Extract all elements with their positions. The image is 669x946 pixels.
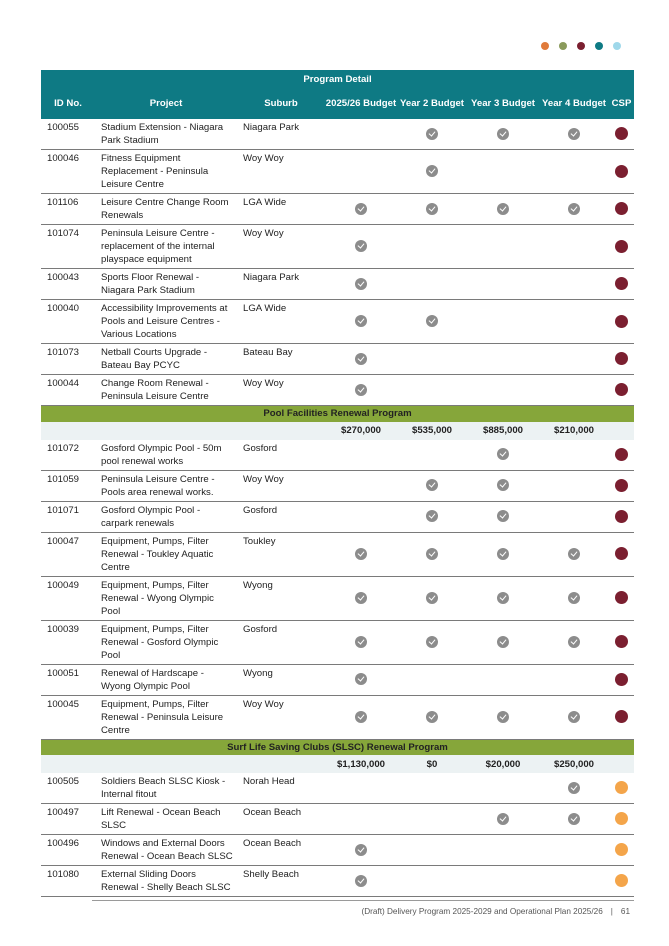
table-row: [41, 300, 634, 344]
csp-cell: [609, 773, 634, 804]
check-circle-icon: [355, 278, 367, 290]
table-row: [41, 269, 634, 300]
budget-year-cell: [397, 344, 467, 375]
check-circle-icon: [568, 636, 580, 648]
budget-year-cell: [397, 532, 467, 576]
budget-year-cell: [467, 344, 539, 375]
section-total-value: $20,000: [467, 755, 539, 773]
check-circle-icon: [497, 510, 509, 522]
check-circle-icon: [355, 636, 367, 648]
budget-year-cell: [325, 269, 397, 300]
budget-year-cell: [467, 375, 539, 406]
budget-year-cell: [397, 300, 467, 344]
budget-year-cell: [467, 866, 539, 897]
budget-year-cell: [467, 440, 539, 471]
table-row: [41, 194, 634, 225]
project-suburb: Niagara Park: [237, 119, 325, 150]
budget-year-cell: [539, 620, 609, 664]
col-header-id: ID No.: [41, 88, 95, 119]
csp-indicator-icon: [615, 352, 628, 365]
budget-year-cell: [467, 119, 539, 150]
check-circle-icon: [355, 592, 367, 604]
check-circle-icon: [497, 592, 509, 604]
budget-year-cell: [325, 150, 397, 194]
totals-spacer: [609, 755, 634, 773]
check-circle-icon: [568, 592, 580, 604]
project-id: 100496: [41, 835, 95, 866]
budget-year-cell: [467, 576, 539, 620]
project-suburb: Gosford: [237, 501, 325, 532]
csp-indicator-icon: [615, 127, 628, 140]
section-total-value: $885,000: [467, 422, 539, 440]
project-id: 100046: [41, 150, 95, 194]
budget-year-cell: [539, 225, 609, 269]
budget-year-cell: [539, 269, 609, 300]
csp-indicator-icon: [615, 843, 628, 856]
budget-year-cell: [539, 501, 609, 532]
budget-year-cell: [325, 440, 397, 471]
project-suburb: Wyong: [237, 664, 325, 695]
check-circle-icon: [497, 636, 509, 648]
check-circle-icon: [568, 128, 580, 140]
footer-separator: |: [610, 907, 613, 916]
totals-spacer: [41, 755, 325, 773]
check-circle-icon: [355, 673, 367, 685]
table-row: [41, 804, 634, 835]
col-header-2025-26-budget: 2025/26 Budget: [325, 88, 397, 119]
table-row: [41, 119, 634, 150]
table-row: [41, 664, 634, 695]
project-name: Change Room Renewal - Peninsula Leisure Centre: [95, 375, 237, 406]
totals-spacer: [609, 422, 634, 440]
csp-cell: [609, 532, 634, 576]
check-circle-icon: [568, 711, 580, 723]
section-header-row: [41, 739, 634, 755]
csp-cell: [609, 194, 634, 225]
budget-year-cell: [467, 150, 539, 194]
project-name: Netball Courts Upgrade - Bateau Bay PCYC: [95, 344, 237, 375]
project-suburb: Woy Woy: [237, 150, 325, 194]
budget-year-cell: [397, 866, 467, 897]
budget-year-cell: [397, 620, 467, 664]
csp-indicator-icon: [615, 673, 628, 686]
budget-year-cell: [539, 119, 609, 150]
csp-indicator-icon: [615, 277, 628, 290]
budget-year-cell: [397, 194, 467, 225]
program-detail-table: [41, 70, 634, 897]
budget-year-cell: [539, 835, 609, 866]
budget-year-cell: [397, 269, 467, 300]
col-header-year2-budget: Year 2 Budget: [397, 88, 467, 119]
budget-year-cell: [325, 576, 397, 620]
project-name: Leisure Centre Change Room Renewals: [95, 194, 237, 225]
section-title: Pool Facilities Renewal Program: [41, 406, 634, 422]
check-circle-icon: [355, 548, 367, 560]
table-row: [41, 150, 634, 194]
budget-year-cell: [325, 695, 397, 739]
csp-indicator-icon: [615, 165, 628, 178]
section-total-value: $210,000: [539, 422, 609, 440]
section-title: Surf Life Saving Clubs (SLSC) Renewal Program: [41, 739, 634, 755]
footer-divider: [92, 900, 634, 901]
project-suburb: Toukley: [237, 532, 325, 576]
budget-year-cell: [539, 344, 609, 375]
csp-cell: [609, 695, 634, 739]
check-circle-icon: [426, 479, 438, 491]
csp-cell: [609, 501, 634, 532]
check-circle-icon: [426, 203, 438, 215]
check-circle-icon: [355, 203, 367, 215]
section-header-row: [41, 406, 634, 422]
budget-year-cell: [467, 225, 539, 269]
check-circle-icon: [568, 203, 580, 215]
check-circle-icon: [497, 813, 509, 825]
check-circle-icon: [426, 165, 438, 177]
project-name: External Sliding Doors Renewal - Shelly Beach SLSC: [95, 866, 237, 897]
budget-year-cell: [325, 344, 397, 375]
csp-indicator-icon: [615, 812, 628, 825]
csp-indicator-icon: [615, 510, 628, 523]
csp-indicator-icon: [615, 781, 628, 794]
budget-year-cell: [397, 695, 467, 739]
csp-cell: [609, 375, 634, 406]
budget-year-cell: [539, 664, 609, 695]
budget-year-cell: [539, 470, 609, 501]
budget-year-cell: [325, 664, 397, 695]
project-name: Equipment, Pumps, Filter Renewal - Gosford Olympic Pool: [95, 620, 237, 664]
section-total-value: $250,000: [539, 755, 609, 773]
page-number: 61: [620, 907, 630, 916]
budget-year-cell: [325, 620, 397, 664]
budget-year-cell: [325, 225, 397, 269]
project-id: 100051: [41, 664, 95, 695]
table-row: [41, 620, 634, 664]
budget-year-cell: [397, 576, 467, 620]
check-circle-icon: [355, 315, 367, 327]
budget-year-cell: [325, 501, 397, 532]
col-header-project: Project: [95, 88, 237, 119]
budget-year-cell: [397, 501, 467, 532]
budget-year-cell: [325, 532, 397, 576]
project-name: Fitness Equipment Replacement - Peninsula Leisure Centre: [95, 150, 237, 194]
section-totals-row: [41, 755, 634, 773]
csp-cell: [609, 866, 634, 897]
budget-year-cell: [397, 664, 467, 695]
check-circle-icon: [355, 353, 367, 365]
project-name: Peninsula Leisure Centre - replacement of the internal playspace equipment: [95, 225, 237, 269]
budget-year-cell: [467, 664, 539, 695]
project-name: Renewal of Hardscape - Wyong Olympic Pool: [95, 664, 237, 695]
budget-year-cell: [325, 470, 397, 501]
csp-indicator-icon: [615, 874, 628, 887]
decor-dot: [577, 42, 585, 50]
budget-year-cell: [467, 194, 539, 225]
budget-year-cell: [467, 470, 539, 501]
csp-cell: [609, 440, 634, 471]
check-circle-icon: [497, 479, 509, 491]
budget-year-cell: [467, 620, 539, 664]
table-row: [41, 835, 634, 866]
budget-year-cell: [467, 773, 539, 804]
project-id: 100047: [41, 532, 95, 576]
check-circle-icon: [355, 240, 367, 252]
csp-cell: [609, 835, 634, 866]
budget-year-cell: [539, 804, 609, 835]
budget-year-cell: [539, 695, 609, 739]
csp-indicator-icon: [615, 479, 628, 492]
csp-cell: [609, 225, 634, 269]
project-id: 100043: [41, 269, 95, 300]
project-id: 101073: [41, 344, 95, 375]
check-circle-icon: [355, 711, 367, 723]
budget-year-cell: [539, 866, 609, 897]
check-circle-icon: [426, 592, 438, 604]
csp-cell: [609, 269, 634, 300]
csp-indicator-icon: [615, 240, 628, 253]
csp-indicator-icon: [615, 635, 628, 648]
csp-cell: [609, 119, 634, 150]
csp-cell: [609, 470, 634, 501]
project-name: Equipment, Pumps, Filter Renewal - Peninsula Leisure Centre: [95, 695, 237, 739]
project-suburb: Niagara Park: [237, 269, 325, 300]
decorative-dots: [541, 42, 621, 50]
check-circle-icon: [568, 548, 580, 560]
check-circle-icon: [568, 782, 580, 794]
table-row: [41, 440, 634, 471]
table-row: [41, 501, 634, 532]
project-name: Equipment, Pumps, Filter Renewal - Toukley Aquatic Centre: [95, 532, 237, 576]
budget-year-cell: [467, 804, 539, 835]
csp-indicator-icon: [615, 383, 628, 396]
budget-year-cell: [539, 375, 609, 406]
csp-cell: [609, 620, 634, 664]
csp-indicator-icon: [615, 448, 628, 461]
decor-dot: [541, 42, 549, 50]
project-suburb: LGA Wide: [237, 300, 325, 344]
project-name: Stadium Extension - Niagara Park Stadium: [95, 119, 237, 150]
decor-dot: [613, 42, 621, 50]
check-circle-icon: [426, 711, 438, 723]
section-total-value: $1,130,000: [325, 755, 397, 773]
project-name: Accessibility Improvements at Pools and Leisure Centres - Various Locations: [95, 300, 237, 344]
budget-year-cell: [467, 532, 539, 576]
project-name: Gosford Olympic Pool - 50m pool renewal works: [95, 440, 237, 471]
project-suburb: Ocean Beach: [237, 804, 325, 835]
project-name: Peninsula Leisure Centre - Pools area renewal works.: [95, 470, 237, 501]
table-row: [41, 344, 634, 375]
table-row: [41, 866, 634, 897]
check-circle-icon: [426, 315, 438, 327]
page-footer: [300, 907, 630, 916]
project-suburb: Ocean Beach: [237, 835, 325, 866]
section-totals-row: [41, 422, 634, 440]
project-id: 101072: [41, 440, 95, 471]
project-id: 100040: [41, 300, 95, 344]
csp-indicator-icon: [615, 591, 628, 604]
section-total-value: $0: [397, 755, 467, 773]
csp-cell: [609, 150, 634, 194]
project-name: Gosford Olympic Pool - carpark renewals: [95, 501, 237, 532]
table-row: [41, 532, 634, 576]
check-circle-icon: [426, 510, 438, 522]
check-circle-icon: [497, 203, 509, 215]
budget-year-cell: [539, 300, 609, 344]
project-suburb: Woy Woy: [237, 375, 325, 406]
project-id: 100049: [41, 576, 95, 620]
budget-year-cell: [397, 773, 467, 804]
budget-year-cell: [539, 532, 609, 576]
budget-year-cell: [325, 804, 397, 835]
budget-year-cell: [467, 300, 539, 344]
project-suburb: Wyong: [237, 576, 325, 620]
check-circle-icon: [497, 548, 509, 560]
project-id: 101059: [41, 470, 95, 501]
budget-year-cell: [325, 194, 397, 225]
check-circle-icon: [497, 711, 509, 723]
csp-indicator-icon: [615, 202, 628, 215]
budget-year-cell: [397, 470, 467, 501]
col-header-year4-budget: Year 4 Budget: [539, 88, 609, 119]
check-circle-icon: [497, 448, 509, 460]
project-suburb: Shelly Beach: [237, 866, 325, 897]
project-name: Equipment, Pumps, Filter Renewal - Wyong Olympic Pool: [95, 576, 237, 620]
table-row: [41, 225, 634, 269]
footer-text: (Draft) Delivery Program 2025-2029 and Operational Plan 2025/26: [361, 907, 603, 916]
project-suburb: Gosford: [237, 440, 325, 471]
project-id: 101071: [41, 501, 95, 532]
budget-year-cell: [539, 194, 609, 225]
budget-year-cell: [325, 773, 397, 804]
decor-dot: [559, 42, 567, 50]
project-id: 101074: [41, 225, 95, 269]
project-suburb: Norah Head: [237, 773, 325, 804]
project-id: 101080: [41, 866, 95, 897]
project-id: 100497: [41, 804, 95, 835]
budget-year-cell: [397, 150, 467, 194]
budget-year-cell: [397, 225, 467, 269]
col-header-suburb: Suburb: [237, 88, 325, 119]
budget-year-cell: [539, 576, 609, 620]
project-name: Lift Renewal - Ocean Beach SLSC: [95, 804, 237, 835]
check-circle-icon: [355, 875, 367, 887]
budget-year-cell: [325, 866, 397, 897]
project-name: Sports Floor Renewal - Niagara Park Stadium: [95, 269, 237, 300]
project-suburb: Gosford: [237, 620, 325, 664]
project-id: 100055: [41, 119, 95, 150]
project-id: 100044: [41, 375, 95, 406]
budget-year-cell: [325, 300, 397, 344]
budget-year-cell: [397, 804, 467, 835]
budget-year-cell: [539, 440, 609, 471]
budget-year-cell: [397, 375, 467, 406]
project-suburb: Woy Woy: [237, 470, 325, 501]
csp-indicator-icon: [615, 710, 628, 723]
project-suburb: Woy Woy: [237, 695, 325, 739]
budget-year-cell: [325, 119, 397, 150]
table-title: Program Detail: [41, 70, 634, 88]
table-row: [41, 375, 634, 406]
check-circle-icon: [426, 636, 438, 648]
table-row: [41, 470, 634, 501]
check-circle-icon: [568, 813, 580, 825]
budget-year-cell: [467, 269, 539, 300]
budget-year-cell: [397, 835, 467, 866]
project-id: 101106: [41, 194, 95, 225]
check-circle-icon: [355, 844, 367, 856]
col-header-csp: CSP: [609, 88, 634, 119]
project-id: 100039: [41, 620, 95, 664]
budget-year-cell: [539, 150, 609, 194]
budget-year-cell: [397, 440, 467, 471]
table-body: [41, 119, 634, 897]
check-circle-icon: [355, 384, 367, 396]
budget-year-cell: [539, 773, 609, 804]
project-id: 100045: [41, 695, 95, 739]
decor-dot: [595, 42, 603, 50]
totals-spacer: [41, 422, 325, 440]
csp-cell: [609, 664, 634, 695]
csp-cell: [609, 300, 634, 344]
project-id: 100505: [41, 773, 95, 804]
budget-year-cell: [467, 695, 539, 739]
project-name: Windows and External Doors Renewal - Ocean Beach SLSC: [95, 835, 237, 866]
project-suburb: Woy Woy: [237, 225, 325, 269]
budget-year-cell: [325, 375, 397, 406]
table-row: [41, 695, 634, 739]
budget-year-cell: [467, 835, 539, 866]
csp-cell: [609, 576, 634, 620]
budget-year-cell: [325, 835, 397, 866]
check-circle-icon: [426, 548, 438, 560]
table-row: [41, 773, 634, 804]
check-circle-icon: [426, 128, 438, 140]
project-name: Soldiers Beach SLSC Kiosk - Internal fitout: [95, 773, 237, 804]
project-suburb: Bateau Bay: [237, 344, 325, 375]
project-suburb: LGA Wide: [237, 194, 325, 225]
budget-year-cell: [397, 119, 467, 150]
csp-cell: [609, 804, 634, 835]
section-total-value: $270,000: [325, 422, 397, 440]
section-total-value: $535,000: [397, 422, 467, 440]
budget-year-cell: [467, 501, 539, 532]
col-header-year3-budget: Year 3 Budget: [467, 88, 539, 119]
check-circle-icon: [497, 128, 509, 140]
csp-indicator-icon: [615, 547, 628, 560]
table-row: [41, 576, 634, 620]
csp-indicator-icon: [615, 315, 628, 328]
csp-cell: [609, 344, 634, 375]
